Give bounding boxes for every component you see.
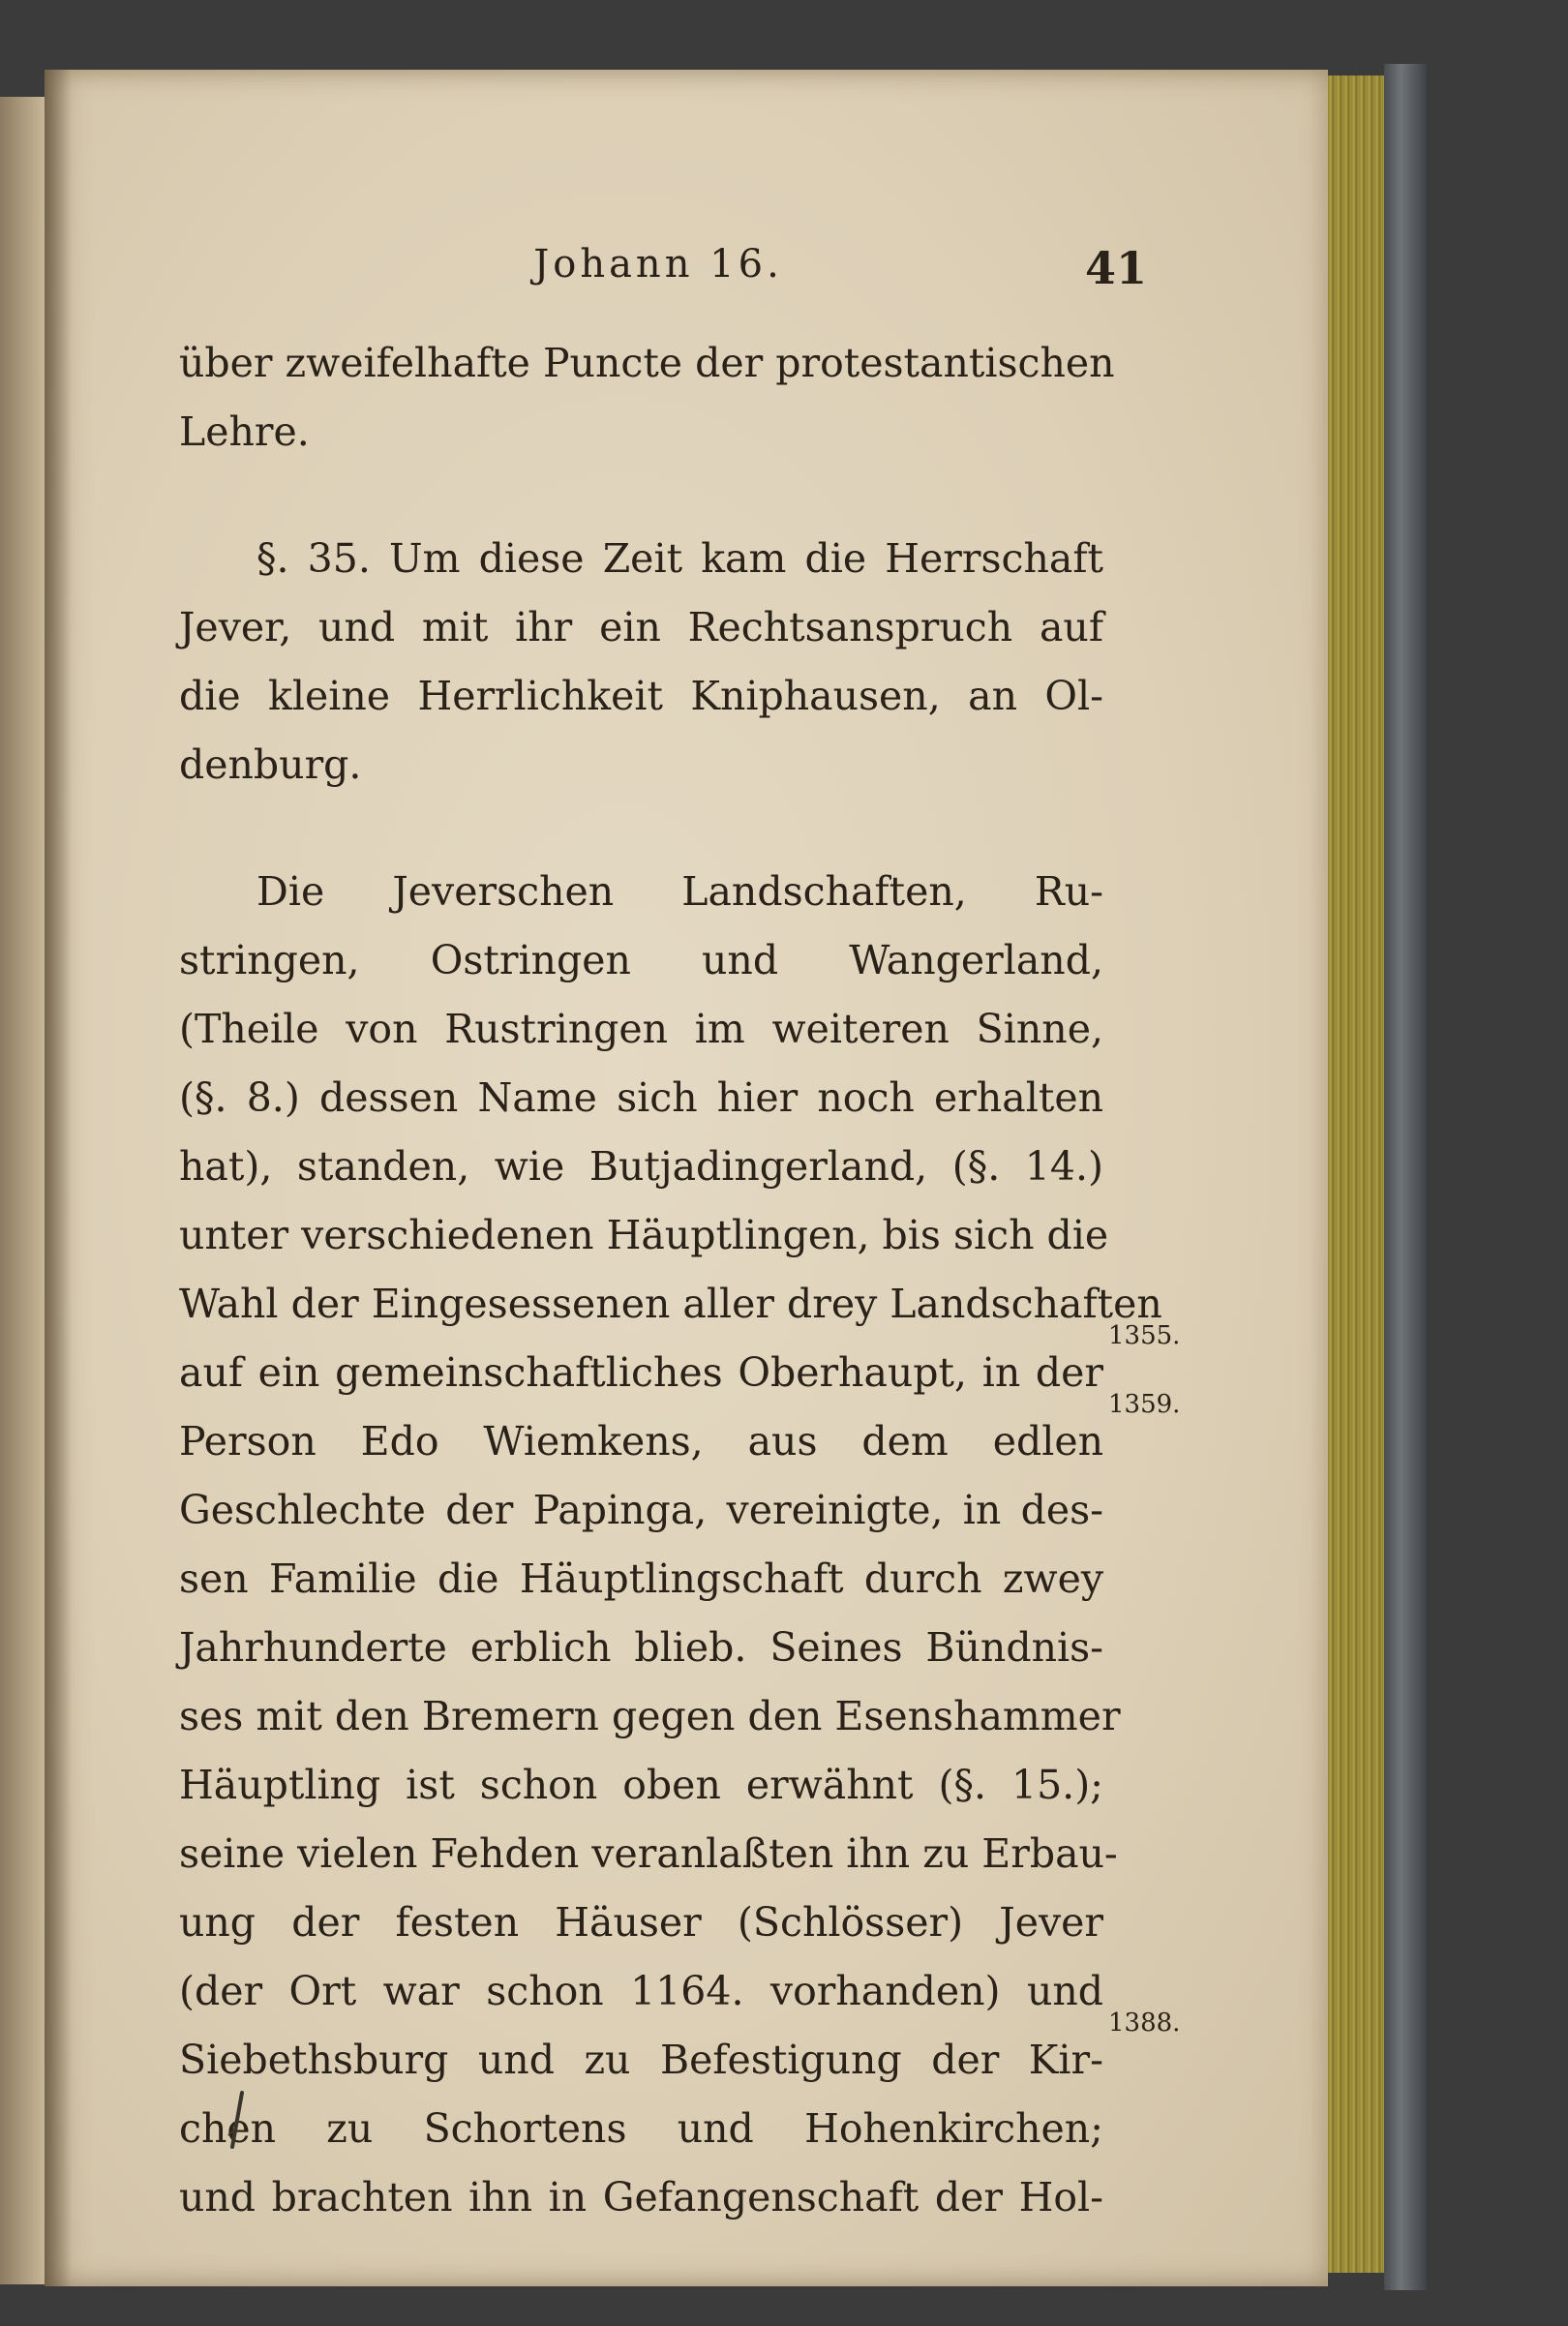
paragraph-gap bbox=[179, 467, 1103, 525]
paragraph-gap bbox=[179, 800, 1103, 858]
text-line: seine vielen Fehden veranlaßten ihn zu Erbau- bbox=[179, 1830, 1118, 1877]
text-line: Häuptling ist schon oben erwähnt (§. 15.); bbox=[179, 1762, 1103, 1808]
text-line: und brachten ihn in Gefangenschaft der Hol- bbox=[179, 2174, 1103, 2220]
text-line: Person Edo Wiemkens, aus dem edlen bbox=[179, 1418, 1103, 1465]
facing-page-edge bbox=[0, 97, 48, 2284]
text-line: über zweifelhafte Puncte der protestantischen bbox=[179, 340, 1115, 386]
text-line: Lehre. bbox=[179, 408, 310, 455]
text-line: §. 35. Um diese Zeit kam die Herrschaft bbox=[256, 535, 1103, 582]
running-title: Johann 16. bbox=[533, 242, 783, 287]
text-line: ses mit den Bremern gegen den Esenshammer bbox=[179, 1693, 1121, 1739]
gilded-page-edges bbox=[1328, 76, 1384, 2273]
margin-note-year: 1359. bbox=[1108, 1390, 1181, 1419]
text-line: Wahl der Eingesessenen aller drey Landschaften bbox=[179, 1281, 1162, 1327]
text-line: Jever, und mit ihr ein Rechtsanspruch auf bbox=[179, 604, 1103, 650]
text-line: chen zu Schortens und Hohenkirchen; bbox=[179, 2105, 1103, 2152]
text-line: (der Ort war schon 1164. vorhanden) und bbox=[179, 1968, 1103, 2014]
text-line: stringen, Ostringen und Wangerland, bbox=[179, 937, 1103, 983]
text-line: (§. 8.) dessen Name sich hier noch erhalten bbox=[179, 1074, 1103, 1121]
text-line: hat), standen, wie Butjadingerland, (§. 14.) bbox=[179, 1143, 1103, 1190]
text-line: denburg. bbox=[179, 741, 362, 788]
margin-note-year: 1388. bbox=[1108, 2009, 1181, 2038]
text-line: (Theile von Rustringen im weiteren Sinne, bbox=[179, 1006, 1103, 1052]
page-header bbox=[179, 242, 1147, 300]
text-line: sen Familie die Häuptlingschaft durch zwey bbox=[179, 1556, 1103, 1602]
page-number: 41 bbox=[1084, 242, 1147, 294]
text-line: ung der festen Häuser (Schlösser) Jever bbox=[179, 1899, 1103, 1946]
pencil-mark-icon bbox=[225, 2091, 248, 2149]
margin-note-year: 1355. bbox=[1108, 1321, 1181, 1350]
text-line: Jahrhunderte erblich blieb. Seines Bündnis- bbox=[179, 1624, 1103, 1671]
page-gutter-shadow bbox=[45, 70, 72, 2286]
text-line: unter verschiedenen Häuptlingen, bis sich die bbox=[179, 1212, 1109, 1258]
book-cover-edge bbox=[1384, 64, 1427, 2290]
text-line: Geschlechte der Papinga, vereinigte, in des- bbox=[179, 1487, 1103, 1533]
text-line: auf ein gemeinschaftliches Oberhaupt, in der bbox=[179, 1349, 1103, 1396]
text-line: Siebethsburg und zu Befestigung der Kir- bbox=[179, 2037, 1103, 2083]
text-line: die kleine Herrlichkeit Kniphausen, an Ol- bbox=[179, 673, 1103, 719]
text-line: Die Jeverschen Landschaften, Ru- bbox=[256, 868, 1103, 915]
